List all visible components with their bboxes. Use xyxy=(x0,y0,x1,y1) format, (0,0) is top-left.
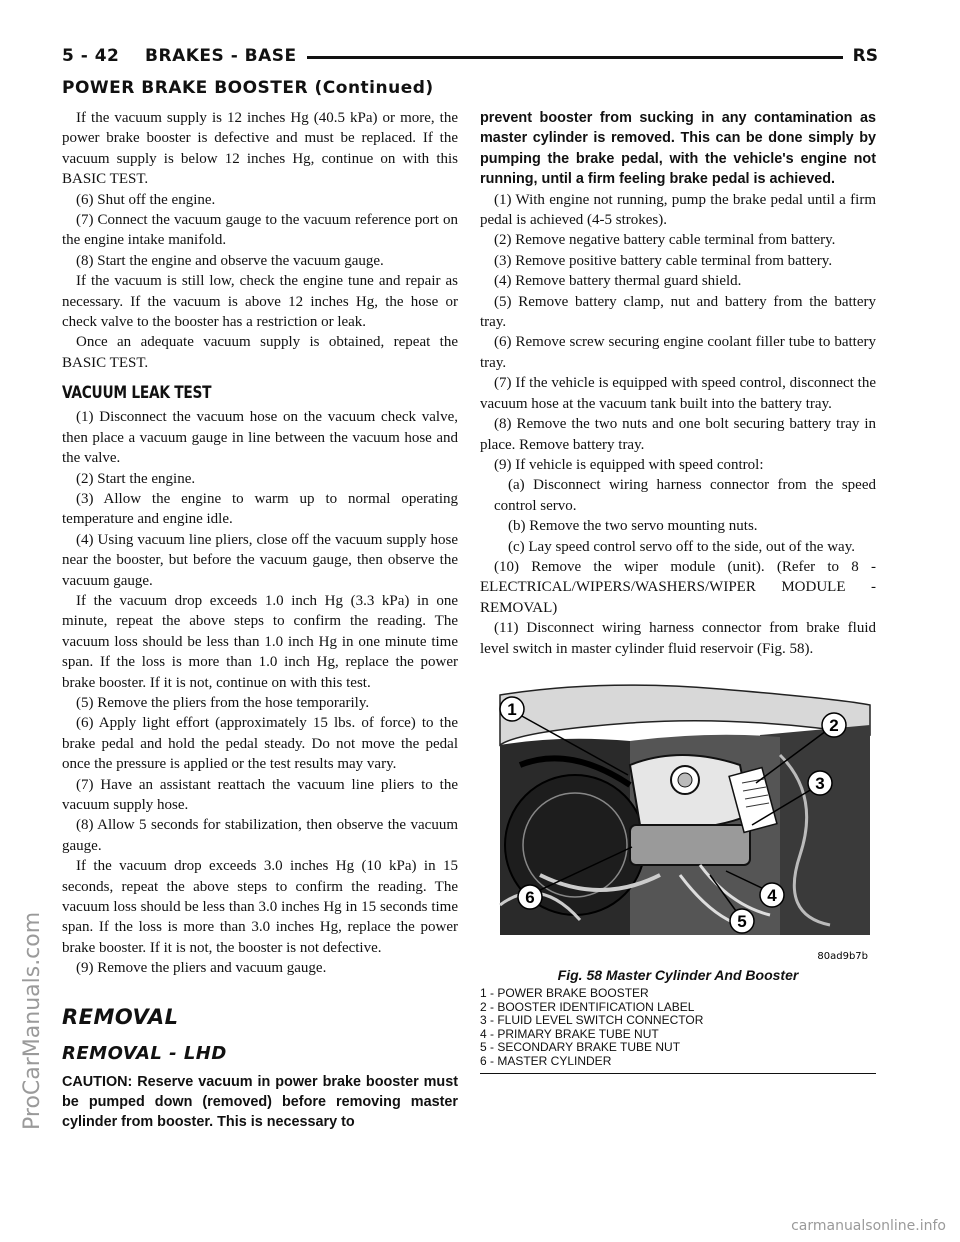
engine-bay-illustration xyxy=(480,675,876,965)
step: (8) Allow 5 seconds for stabilization, then observe the vacuum gauge. xyxy=(62,817,458,854)
legend-item: 1 - POWER BRAKE BOOSTER xyxy=(480,985,649,1000)
figure-code: 80ad9b7b xyxy=(817,950,868,962)
figure-title: Fig. 58 Master Cylinder And Booster xyxy=(557,966,799,983)
figure-rule xyxy=(480,1073,876,1074)
figure-master-cylinder-booster xyxy=(480,675,876,965)
step: (3) Remove positive battery cable terminal from battery. xyxy=(494,252,833,269)
step: (4) Using vacuum line pliers, close off the vacuum supply hose near the booster, but before the vacuum gauge, then observe the vacuum gauge. xyxy=(62,531,458,589)
svg-text:6: 6 xyxy=(525,887,535,907)
legend-item: 3 - FLUID LEVEL SWITCH CONNECTOR xyxy=(480,1013,704,1028)
callout-3 xyxy=(808,771,832,795)
figure-legend xyxy=(480,987,876,1069)
callout-2 xyxy=(822,713,846,737)
section-continued-title: POWER BRAKE BOOSTER (Continued) xyxy=(62,78,434,98)
legend-item: 6 - MASTER CYLINDER xyxy=(480,1053,612,1068)
svg-text:4: 4 xyxy=(767,885,777,905)
step: (9) If vehicle is equipped with speed control: xyxy=(494,456,764,473)
step: (2) Remove negative battery cable terminal from battery. xyxy=(494,232,836,249)
legend-item: 2 - BOOSTER IDENTIFICATION LABEL xyxy=(480,999,695,1014)
watermark-left: ProCarManuals.com xyxy=(20,911,45,1130)
heading-removal: REMOVAL xyxy=(62,1004,179,1029)
legend-item: 4 - PRIMARY BRAKE TUBE NUT xyxy=(480,1026,659,1041)
step: (9) Remove the pliers and vacuum gauge. xyxy=(76,960,327,977)
step: (10) Remove the wiper module (unit). (Refer to 8 - ELECTRICAL/WIPERS/WASHERS/WIPER MODULE - REMOVAL) xyxy=(480,558,876,616)
step: (1) Disconnect the vacuum hose on the vacuum check valve, then place a vacuum gauge in line between the vacuum hose and the valve. xyxy=(62,409,458,467)
legend-item: 5 - SECONDARY BRAKE TUBE NUT xyxy=(480,1040,681,1055)
watermark-bottom: carmanualsonline.info xyxy=(791,1218,946,1234)
step: (11) Disconnect wiring harness connector from brake fluid level switch in master cylinder fluid reservoir (Fig. 58). xyxy=(480,620,876,657)
right-column xyxy=(480,108,876,1074)
caution-text-continued: prevent booster from sucking in any contamination as master cylinder is removed. This can be done simply by pumping the brake pedal, with the vehicle's engine not running, until a firm feeling brake pedal is achieved. xyxy=(480,110,876,188)
heading-removal-lhd: REMOVAL - LHD xyxy=(62,1042,227,1064)
header-model-code: RS xyxy=(843,46,878,66)
step: (1) With engine not running, pump the brake pedal until a firm pedal is achieved (4-5 strokes). xyxy=(480,191,876,229)
left-column xyxy=(62,108,458,1133)
step: (5) Remove battery clamp, nut and battery from the battery tray. xyxy=(480,293,876,331)
callout-4 xyxy=(760,883,784,907)
step: (8) Start the engine and observe the vacuum gauge. xyxy=(76,252,384,269)
paragraph: If the vacuum drop exceeds 3.0 inches Hg (10 kPa) in 15 seconds, repeat the above steps to confirm the reading. The vacuum loss should be less than 3.0 inches Hg in 15 seconds time span. If the loss is more than 3.0 inches Hg, replace the power brake booster. If it is not, the booster is not defective. xyxy=(62,858,458,956)
substep: (a) Disconnect wiring harness connector from the speed control servo. xyxy=(494,477,876,514)
step: (7) Connect the vacuum gauge to the vacuum reference port on the engine intake manifold. xyxy=(62,212,458,249)
caution-text: CAUTION: Reserve vacuum in power brake booster must be pumped down (removed) before removing master cylinder from booster. This is necessary to xyxy=(62,1073,458,1131)
paragraph: Once an adequate vacuum supply is obtained, repeat the BASIC TEST. xyxy=(62,334,458,371)
step: (4) Remove battery thermal guard shield. xyxy=(494,273,742,290)
step: (6) Remove screw securing engine coolant filler tube to battery tray. xyxy=(480,334,876,371)
page-header xyxy=(62,44,878,74)
callout-1 xyxy=(500,697,524,721)
step: (2) Start the engine. xyxy=(76,470,196,487)
callout-5 xyxy=(730,909,754,933)
substep: (c) Lay speed control servo off to the side, out of the way. xyxy=(508,538,855,555)
heading-vacuum-leak-test: VACUUM LEAK TEST xyxy=(62,383,212,404)
callout-6 xyxy=(518,885,542,909)
step: (8) Remove the two nuts and one bolt securing battery tray in place. Remove battery tray. xyxy=(480,416,876,453)
step: (6) Shut off the engine. xyxy=(76,191,216,208)
paragraph: If the vacuum drop exceeds 1.0 inch Hg (3.3 kPa) in one minute, repeat the above steps to confirm the reading. The vacuum loss should be less than 1.0 inch Hg in one minute time span. If the loss is more than 1.0 inch Hg, replace the power brake booster. If it is not, continue on with this test. xyxy=(62,592,458,691)
substep: (b) Remove the two servo mounting nuts. xyxy=(508,518,758,535)
step: (5) Remove the pliers from the hose temporarily. xyxy=(76,694,370,711)
step: (6) Apply light effort (approximately 15 lbs. of force) to the brake pedal and hold the pedal steady. Do not move the pedal once the pressure is applied or the test results may vary. xyxy=(62,715,458,773)
header-page-section: 5 - 42 BRAKES - BASE xyxy=(62,46,307,66)
paragraph: If the vacuum supply is 12 inches Hg (40.5 kPa) or more, the power brake booster is defective and must be replaced. If the vacuum supply is below 12 inches Hg, continue on with this BASIC TEST. xyxy=(62,110,458,188)
svg-text:5: 5 xyxy=(737,911,747,931)
step: (7) If the vehicle is equipped with speed control, disconnect the vacuum hose at the vacuum tank built into the battery tray. xyxy=(480,375,876,412)
step: (7) Have an assistant reattach the vacuum line pliers to the vacuum supply hose. xyxy=(62,776,458,813)
svg-text:3: 3 xyxy=(815,773,825,793)
svg-text:2: 2 xyxy=(829,715,839,735)
svg-text:1: 1 xyxy=(507,699,517,719)
paragraph: If the vacuum is still low, check the engine tune and repair as necessary. If the vacuum is above 12 inches Hg, the hose or check valve to the booster has a restriction or leak. xyxy=(62,273,458,331)
step: (3) Allow the engine to warm up to normal operating temperature and engine idle. xyxy=(62,490,458,528)
